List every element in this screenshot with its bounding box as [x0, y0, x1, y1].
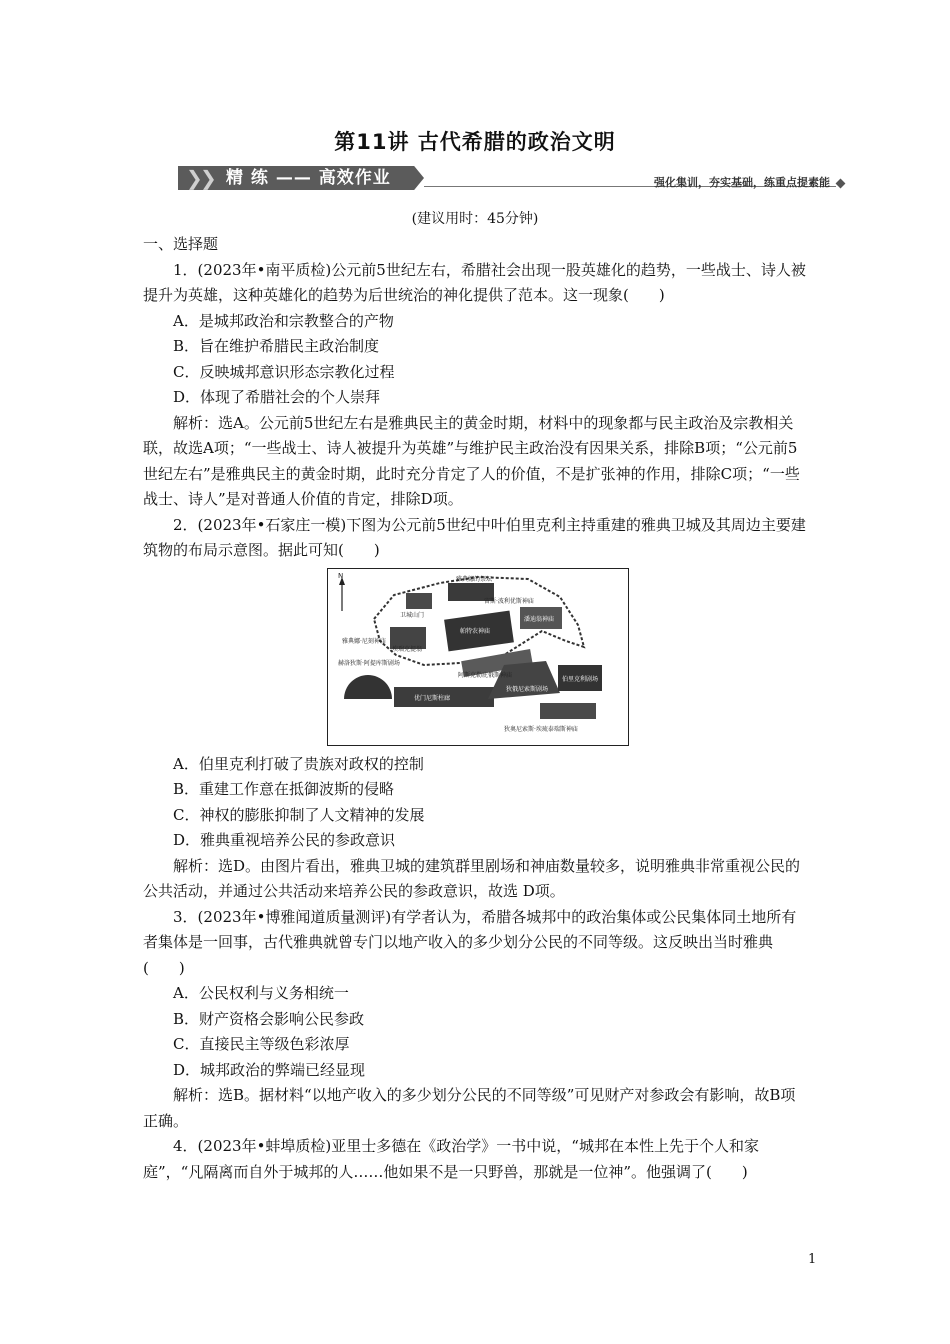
- question-stem: 3．(2023年•博雅闻道质量测评)有学者认为，希腊各城邦中的政治集体或公民集体同土地所有者集体是一回事，古代雅典就曾专门以地产收入的多少划分公民的不同等级。这反映出当时雅典( ): [143, 907, 797, 977]
- chevron-right-icon: ❯: [186, 166, 203, 190]
- temple-dionysus: [540, 703, 596, 719]
- map-label: 赫洛狄斯·阿提库斯剧场: [338, 659, 400, 667]
- map-label: 狄俄尼索斯剧场: [506, 685, 549, 693]
- answer-option: B．财产资格会影响公民参政: [173, 1009, 365, 1028]
- question-stem: 4．(2023年•蚌埠质检)亚里士多德在《政治学》一书中说，“城邦在本性上先于个人和家庭”，“凡隔离而自外于城邦的人……他如果不是一只野兽，那就是一位神”。他强调了( ): [143, 1137, 759, 1181]
- answer-option: A．公民权利与义务相统一: [173, 984, 349, 1002]
- answer-option: B．旨在维护希腊民主政治制度: [173, 337, 380, 355]
- answer-option: D．城邦政治的弊端已经显现: [173, 1060, 366, 1079]
- banner-slogan: 强化集训，夯实基础，练重点提素能: [654, 176, 830, 189]
- answer-option: C．神权的膨胀抑制了人文精神的发展: [173, 805, 425, 824]
- analysis: 解析：选A。公元前5世纪左右是雅典民主的黄金时期，材料中的现象都与民主政治及宗教相关联，故选A项；“一些战士、诗人被提升为英雄”与维护民主政治没有因果关系，排除B项；“公元前5世纪左右”是雅典民主的黄金时期，此时充分肯定了人的价值，不是扩张神的作用，排除C项；“一些战士、诗人”是对普通人价值的肯定，排除D项。: [143, 413, 800, 508]
- chevron-right-icon: ❯: [200, 166, 217, 190]
- question-stem: 1．(2023年•南平质检)公元前5世纪左右，希腊社会出现一股英雄化的趋势，一些战士、诗人被提升为英雄，这种英雄化的趋势为后世统治的神化提供了范本。这一现象( ): [143, 260, 806, 304]
- section-heading: 一、选择题: [143, 235, 219, 253]
- analysis: 解析：选B。据材料“以地产收入的多少划分公民的不同等级”可见财产对参政会有影响，故B项正确。: [143, 1086, 796, 1130]
- answer-option: C．直接民主等级色彩浓厚: [173, 1035, 350, 1053]
- map-label: 优门尼斯柱廊: [414, 694, 451, 702]
- map-label: 雅典娜·尼刻神庙: [342, 637, 386, 645]
- map-label: 阿斯克勒庇俄斯神庙: [458, 671, 513, 679]
- page-number: 1: [808, 1252, 817, 1267]
- odeon-theatre: [344, 675, 392, 699]
- diamond-icon: [836, 179, 846, 189]
- map-label: 雅典娜的祭坛: [456, 575, 493, 583]
- map-label: 潘迪翁神庙: [524, 615, 555, 623]
- map-label: 宙斯·波利优斯神庙: [484, 597, 534, 605]
- answer-option: A．是城邦政治和宗教整合的产物: [173, 311, 394, 330]
- answer-option: D．体现了希腊社会的个人崇拜: [173, 388, 381, 406]
- suggested-duration: (建议用时：45分钟): [411, 211, 539, 227]
- page-title: 第11讲 古代希腊的政治文明: [334, 130, 616, 154]
- answer-option: D．雅典重视培养公民的参政意识: [173, 831, 396, 849]
- building: [406, 593, 432, 609]
- section-banner: [178, 164, 848, 192]
- north-label: N: [338, 571, 344, 580]
- map-label: 埃瑞克提翁: [392, 645, 423, 653]
- answer-option: A．伯里克利打破了贵族对政权的控制: [173, 754, 424, 773]
- map-label: 狄奥尼索斯·埃琉泰瑞斯神庙: [504, 725, 578, 733]
- answer-option: C．反映城邦意识形态宗教化过程: [173, 362, 395, 381]
- answer-option: B．重建工作意在抵御波斯的侵略: [173, 780, 395, 798]
- question-stem: 2．(2023年•石家庄一模)下图为公元前5世纪中叶伯里克利主持重建的雅典卫城及其周边主要建筑物的布局示意图。据此可知( ): [143, 515, 806, 559]
- banner-label: 精 练 —— 高效作业: [226, 168, 391, 188]
- map-label: 卫城山门: [400, 611, 425, 619]
- north-arrow-icon: [338, 572, 345, 611]
- analysis: 解析：选D。由图片看出，雅典卫城的建筑群里剧场和神庙数量较多，说明雅典非常重视公民的公共活动，并通过公共活动来培养公民的参政意识，故选 D项。: [143, 856, 801, 900]
- map-label: 帕特农神庙: [460, 627, 491, 635]
- acropolis-map: [327, 568, 629, 746]
- exercise-content: [143, 232, 807, 1185]
- map-label: 伯里克利剧场: [562, 675, 599, 683]
